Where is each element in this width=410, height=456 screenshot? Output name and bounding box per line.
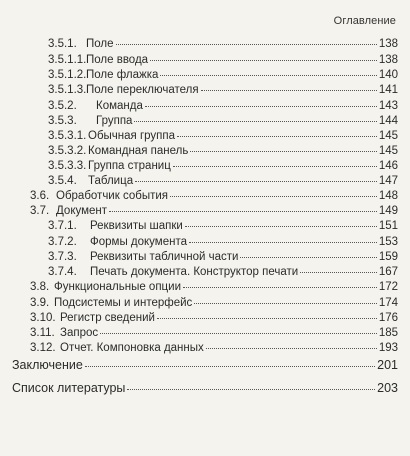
toc-entry [48, 84, 398, 97]
toc-entry [48, 130, 398, 143]
toc-entry [48, 251, 398, 264]
toc-entry [48, 220, 398, 233]
toc-entry-page: 153 [378, 236, 398, 248]
toc-entry-number: 3.7.1. [48, 220, 77, 232]
toc-entry-page: 138 [378, 54, 398, 66]
toc-entry-page: 145 [378, 145, 398, 157]
dot-leader [157, 318, 377, 319]
toc-entry-page: 185 [378, 327, 398, 339]
dot-leader [109, 211, 377, 212]
toc-entry-title: Обработчик события [56, 190, 169, 202]
toc-entry-title: Группа страниц [88, 160, 171, 172]
toc-entry-number: 3.5.1.3. [48, 84, 87, 96]
toc-entry-title: Реквизиты табличной части [90, 251, 239, 263]
toc-entry-number: 3.10. [30, 312, 56, 324]
toc-entry-title: Таблица [88, 175, 134, 187]
dot-leader [160, 75, 376, 76]
toc-entry-page: 141 [378, 84, 398, 96]
toc-entry [48, 69, 398, 82]
toc-entry-title: Поле ввода [86, 54, 149, 66]
toc-entry-page: 174 [378, 297, 398, 309]
dot-leader [173, 166, 377, 167]
toc-entry-page: 176 [378, 312, 398, 324]
dot-leader [85, 366, 375, 367]
toc-entry-page: 193 [378, 342, 398, 354]
toc-entry [12, 382, 398, 395]
toc-entry-page: 145 [378, 130, 398, 142]
dot-leader [150, 60, 377, 61]
toc-entry-number: 3.8. [30, 281, 50, 293]
toc-entry [48, 145, 398, 158]
toc-entry [30, 342, 398, 355]
toc-entry [48, 100, 398, 113]
dot-leader [145, 106, 377, 107]
toc-entry-number: 3.5.1. [48, 38, 77, 50]
toc-entry [30, 190, 398, 203]
toc-entry-page: 151 [378, 220, 398, 232]
dot-leader [170, 196, 377, 197]
toc-entry-page: 147 [378, 175, 398, 187]
toc-entry-number: 3.5.3.2. [48, 145, 87, 157]
toc-entry-title: Поле флажка [86, 69, 159, 81]
toc-entry-page: 140 [378, 69, 398, 81]
toc-entry-page: 159 [378, 251, 398, 263]
toc-entry-number: 3.5.4. [48, 175, 77, 187]
toc-entry-number: 3.5.2. [48, 100, 77, 112]
dot-leader [116, 44, 377, 45]
toc-entry-page: 201 [377, 358, 398, 372]
toc-entry-title: Регистр сведений [60, 312, 155, 324]
toc-entry-number: 3.9. [30, 297, 50, 309]
toc-entry-title: Запрос [60, 327, 99, 339]
toc-entry-number: 3.5.3. [48, 115, 77, 127]
toc-entry-title: Командная панель [88, 145, 189, 157]
toc-entry [48, 38, 398, 51]
toc-entry [30, 297, 398, 310]
toc-entry-number: 3.12. [30, 342, 56, 354]
toc-entry-number: 3.5.3.1. [48, 130, 87, 142]
toc-entry [30, 312, 398, 325]
toc-entry-title: Обычная группа [88, 130, 176, 142]
dot-leader [194, 303, 377, 304]
toc-entry [48, 54, 398, 67]
toc-entry-number: 3.6. [30, 190, 50, 202]
toc-entry [48, 266, 398, 279]
toc-entry [48, 160, 398, 173]
toc-entry [48, 236, 398, 249]
toc-entry-title: Поле переключателя [86, 84, 199, 96]
dot-leader [100, 333, 377, 334]
toc-entry-page: 172 [378, 281, 398, 293]
dot-leader [135, 181, 377, 182]
dot-leader [134, 121, 376, 122]
toc-entry-title: Подсистемы и интерфейс [54, 297, 193, 309]
toc-entry-page: 148 [378, 190, 398, 202]
dot-leader [201, 90, 377, 91]
toc-entry-page: 167 [378, 266, 398, 278]
toc-entry-number: 3.7.4. [48, 266, 77, 278]
dot-leader [300, 272, 377, 273]
toc-entry-title: Формы документа [90, 236, 187, 248]
toc-entry-page: 143 [378, 100, 398, 112]
dot-leader [240, 257, 376, 258]
toc-entry-number: 3.7.2. [48, 236, 77, 248]
toc-entry-title: Документ [56, 205, 108, 217]
toc-entry-number: 3.7.3. [48, 251, 77, 263]
toc-entry-title: Печать документа. Конструктор печати [90, 266, 299, 278]
dot-leader [206, 348, 377, 349]
toc-entry-number: 3.5.3.3. [48, 160, 87, 172]
toc-entry-title: Поле [86, 38, 114, 50]
toc-entry [48, 115, 398, 128]
dot-leader [177, 136, 377, 137]
dot-leader [189, 242, 377, 243]
dot-leader [127, 389, 375, 390]
toc-entry-title: Отчет. Компоновка данных [60, 342, 204, 354]
toc-entry-number: 3.7. [30, 205, 50, 217]
toc-entry [30, 281, 398, 294]
toc-entry [30, 205, 398, 218]
toc-entry-page: 138 [378, 38, 398, 50]
toc-entry-number: 3.5.1.2. [48, 69, 87, 81]
toc-entry-page: 149 [378, 205, 398, 217]
toc-entry-title: Заключение [12, 358, 83, 372]
toc-entry-title: Группа [96, 115, 133, 127]
dot-leader [185, 226, 377, 227]
dot-leader [190, 151, 376, 152]
toc-entry-title: Команда [96, 100, 143, 112]
toc-entry [48, 175, 398, 188]
toc-entry-title: Реквизиты шапки [90, 220, 183, 232]
toc-entry-title: Функциональные опции [54, 281, 181, 293]
toc-entry-page: 203 [377, 381, 398, 395]
toc-entry-number: 3.11. [30, 327, 55, 339]
toc-entry [12, 359, 398, 372]
running-head: Оглавление [333, 15, 396, 27]
toc-entry [30, 327, 398, 340]
toc-entry-page: 146 [378, 160, 398, 172]
dot-leader [183, 287, 377, 288]
toc-entry-title: Список литературы [12, 381, 126, 395]
toc-entry-number: 3.5.1.1. [48, 54, 87, 66]
toc-entry-page: 144 [378, 115, 398, 127]
